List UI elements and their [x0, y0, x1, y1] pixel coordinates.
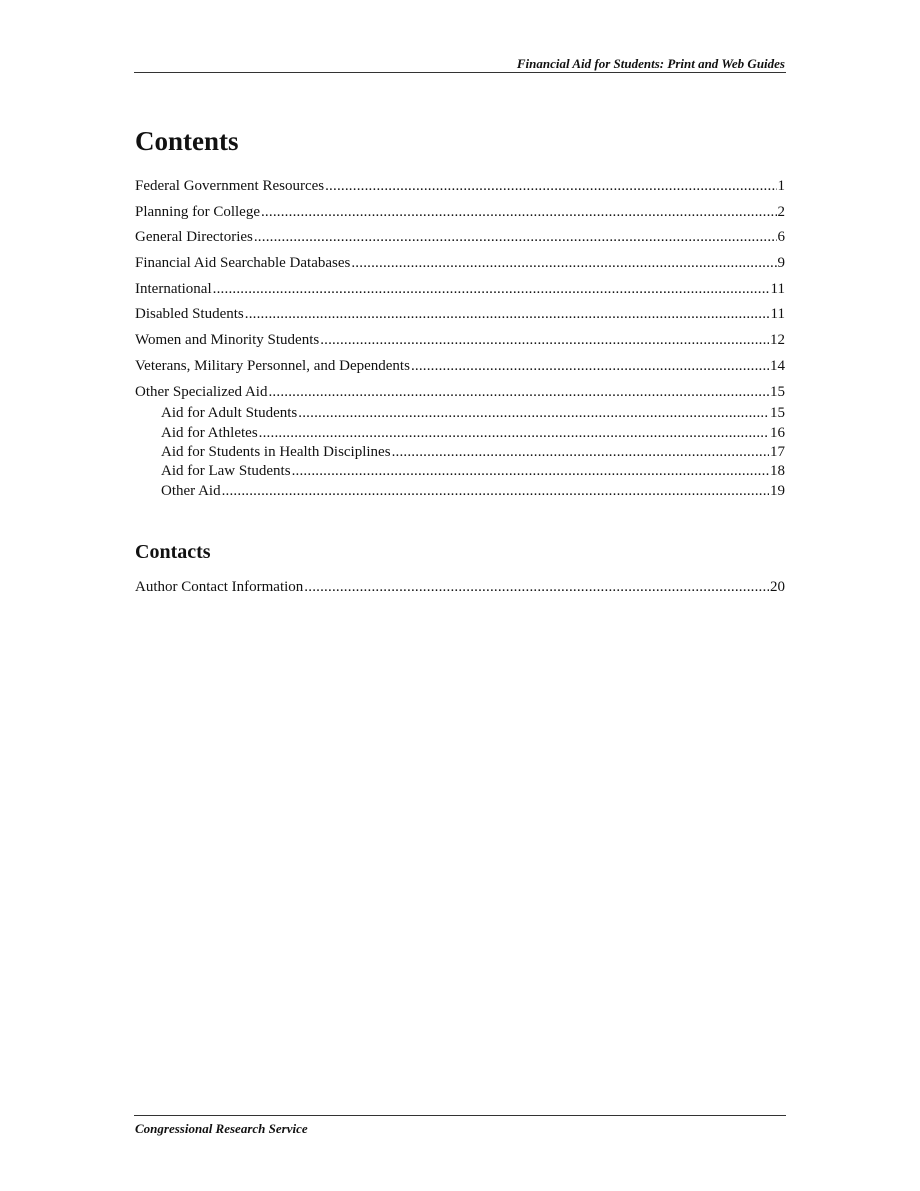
dot-leader	[411, 356, 769, 376]
toc-entry-label: Aid for Students in Health Disciplines	[161, 443, 391, 460]
toc-entry-label: Financial Aid Searchable Databases	[135, 255, 351, 272]
toc-subentry-aid-for-adult-students[interactable]	[161, 403, 785, 422]
dot-leader	[351, 253, 776, 273]
toc-entry-label: Other Specialized Aid	[135, 383, 268, 400]
dot-leader	[261, 202, 777, 222]
toc-entry-page: 2	[777, 203, 785, 220]
toc-entry-label: Aid for Adult Students	[161, 405, 298, 422]
toc-entry-label: Other Aid	[161, 482, 221, 499]
footer-text: Congressional Research Service	[135, 1121, 308, 1136]
dot-leader	[325, 176, 776, 196]
toc-subentry-other-aid[interactable]	[161, 481, 785, 500]
dot-leader	[259, 423, 769, 443]
page-title: Contents	[135, 126, 239, 156]
contacts-heading: Contacts	[135, 541, 211, 563]
dot-leader	[213, 279, 770, 299]
toc-subentry-aid-for-law-students[interactable]	[161, 461, 785, 480]
toc-entry-financial-aid-searchable-databases[interactable]	[135, 253, 785, 279]
toc-entry-page: 14	[770, 357, 785, 374]
toc-entry-page: 18	[770, 463, 785, 480]
dot-leader	[245, 304, 770, 324]
toc-entry-label: Disabled Students	[135, 306, 244, 323]
toc-entry-page: 6	[777, 229, 785, 246]
toc-entry-page: 17	[770, 443, 785, 460]
dot-leader	[298, 403, 769, 423]
toc-entry-federal-government-resources[interactable]	[135, 176, 785, 202]
toc-entry-label: Aid for Law Students	[161, 463, 291, 480]
toc-entry-veterans-military-personnel[interactable]	[135, 356, 785, 382]
page-header	[134, 56, 786, 73]
toc-entry-page: 12	[770, 332, 785, 349]
toc-subentry-aid-for-athletes[interactable]	[161, 423, 785, 442]
toc-entry-page: 16	[770, 424, 785, 441]
running-title: Financial Aid for Students: Print and Web Guides	[516, 56, 785, 71]
toc-entry-page: 11	[770, 306, 785, 323]
dot-leader	[392, 442, 769, 462]
toc-entry-page: 11	[770, 280, 785, 297]
toc-entry-page: 15	[770, 383, 785, 400]
toc-entry-label: General Directories	[135, 229, 253, 246]
toc-entry-page: 19	[770, 482, 785, 499]
dot-leader	[254, 227, 777, 247]
toc-entry-label: Federal Government Resources	[135, 178, 325, 194]
toc-entry-label: Veterans, Military Personnel, and Dependents	[135, 357, 410, 374]
toc-entry-author-contact-information[interactable]	[135, 577, 785, 603]
toc-entry-women-and-minority-students[interactable]	[135, 330, 785, 356]
dot-leader	[292, 461, 769, 481]
page-footer	[134, 1115, 786, 1136]
toc-entry-page: 9	[777, 255, 785, 272]
toc-entry-general-directories[interactable]	[135, 227, 785, 253]
toc-entry-page: 15	[770, 405, 785, 422]
dot-leader	[304, 577, 769, 597]
toc-entry-label: Planning for College	[135, 203, 260, 220]
toc-entry-label: Women and Minority Students	[135, 332, 320, 349]
dot-leader	[268, 382, 769, 402]
toc-entry-label: International	[135, 280, 212, 297]
toc-entry-planning-for-college[interactable]	[135, 202, 785, 228]
toc-entry-label: Aid for Athletes	[161, 424, 258, 441]
dot-leader	[222, 481, 769, 501]
contacts-list	[135, 577, 785, 603]
toc-entry-disabled-students[interactable]	[135, 304, 785, 330]
toc-entry-page: 1	[777, 178, 785, 194]
toc-subentry-aid-for-students-in-health-disciplines[interactable]	[161, 442, 785, 461]
toc-entry-label: Author Contact Information	[135, 579, 304, 595]
toc-entry-international[interactable]	[135, 279, 785, 305]
table-of-contents	[135, 176, 785, 500]
toc-entry-page: 20	[770, 579, 785, 595]
dot-leader	[320, 330, 769, 350]
